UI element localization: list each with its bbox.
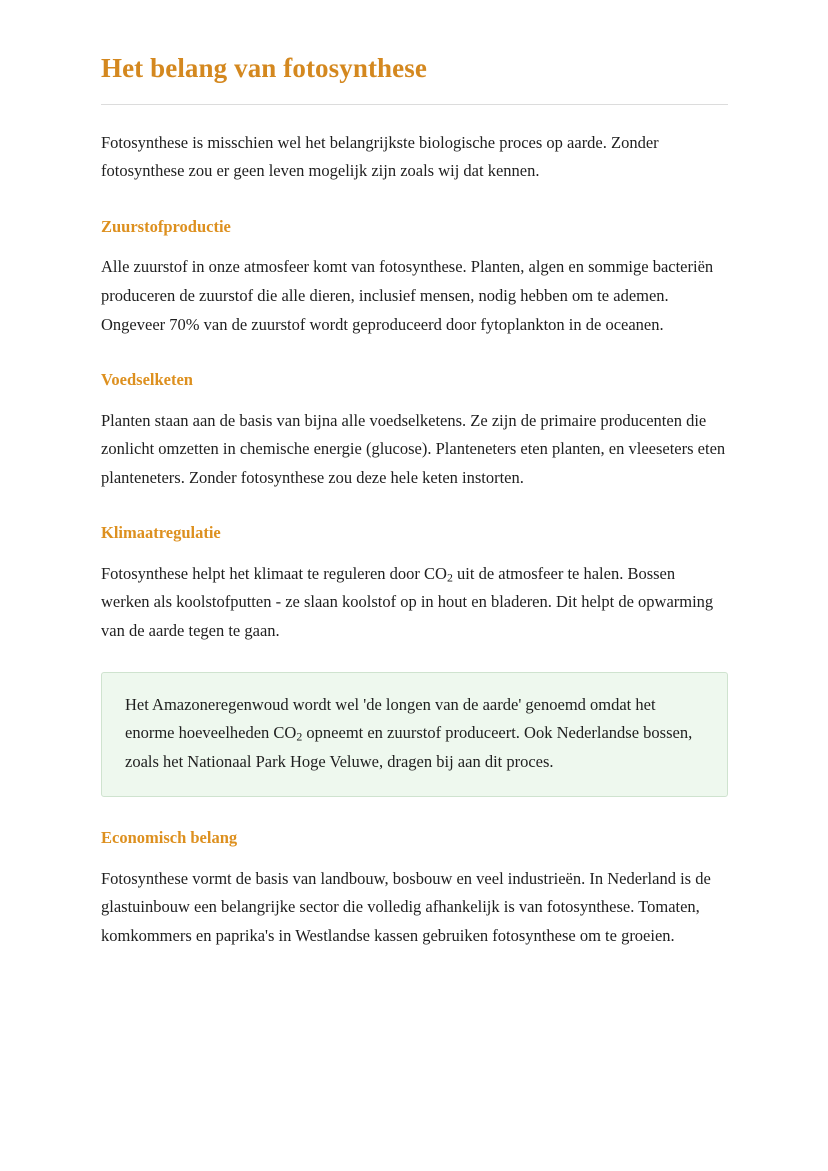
- page-title: Het belang van fotosynthese: [101, 53, 427, 83]
- klimaat-text-part1: Fotosynthese helpt het klimaat te reguleren door CO: [101, 563, 447, 583]
- callout-box: [101, 672, 728, 798]
- section-heading-voedselketen: Voedselketen: [101, 370, 193, 390]
- klimaat-text-part2: uit de atmosfeer te halen. Bossen werken als koolstofputten - ze slaan koolstof op in hout en bladeren. Dit helpt de opwarming van de aarde tegen te gaan.: [101, 563, 714, 640]
- section-heading-economisch-belang: Economisch belang: [101, 828, 238, 848]
- section-paragraph-economisch-belang: Fotosynthese vormt de basis van landbouw, bosbouw en veel industrieën. In Nederland is de glastuinbouw een belangrijke sector die volledig afhankelijk is van fotosynthese. Tomaten, komkommers en paprika's in Westlandse kassen gebruiken fotosynthese om te groeien.: [101, 868, 711, 945]
- section-heading-klimaatregulatie: Klimaatregulatie: [101, 523, 221, 543]
- section-heading-zuurstofproductie: Zuurstofproductie: [101, 216, 231, 236]
- co2-subscript: 2: [446, 570, 453, 585]
- title-divider: [101, 104, 728, 105]
- section-paragraph-klimaatregulatie: [101, 560, 726, 646]
- co2-subscript: 2: [296, 729, 303, 744]
- section-paragraph-voedselketen: Planten staan aan de basis van bijna alle voedselketens. Ze zijn de primaire producenten die zonlicht omzetten in chemische energie (glucose). Planteneters eten planten, en vleeseters eten planteneters. Zonder fotosynthese zou deze hele keten instorten.: [101, 410, 726, 487]
- section-paragraph-zuurstofproductie: Alle zuurstof in onze atmosfeer komt van fotosynthese. Planten, algen en sommige bacteriën produceren de zuurstof die alle dieren, inclusief mensen, nodig hebben om te ademen. Ongeveer 70% van de zuurstof wordt geproduceerd door fytoplankton in de oceanen.: [101, 257, 714, 334]
- callout-text: [125, 691, 705, 777]
- callout-text-part1: Het Amazoneregenwoud wordt wel 'de longen van de aarde' genoemd omdat het enorme hoeveelheden CO: [125, 694, 656, 743]
- intro-paragraph: Fotosynthese is misschien wel het belangrijkste biologische proces op aarde. Zonder fotosynthese zou er geen leven mogelijk zijn zoals wij dat kennen.: [101, 132, 659, 181]
- callout-text-part2: opneemt en zuurstof produceert. Ook Nederlandse bossen, zoals het Nationaal Park Hoge Veluwe, dragen bij aan dit proces.: [125, 723, 693, 771]
